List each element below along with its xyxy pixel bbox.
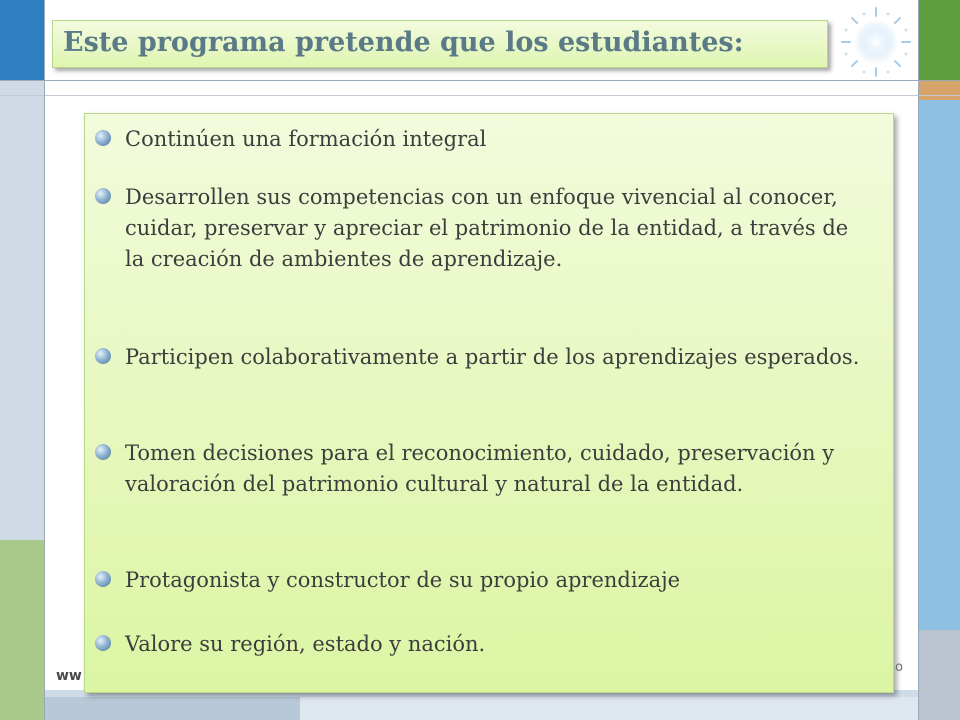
list-item xyxy=(125,342,865,373)
deco-block-right-top xyxy=(918,0,960,80)
deco-block-right-middle xyxy=(918,100,960,630)
divider-left xyxy=(44,0,45,720)
divider-top-secondary xyxy=(0,95,960,96)
list-item xyxy=(125,565,865,596)
bullet-text: Valore su región, estado y nación. xyxy=(125,632,486,656)
bullet-text: Continúen una formación integral xyxy=(125,127,487,151)
bullet-icon xyxy=(95,635,111,651)
bullet-icon xyxy=(95,188,111,204)
bullet-icon xyxy=(95,571,111,587)
bullet-icon xyxy=(95,348,111,364)
divider-right xyxy=(918,0,919,720)
deco-block-right-bottom xyxy=(918,630,960,720)
footer-text-right: o xyxy=(895,660,903,675)
deco-block-left-top xyxy=(0,0,44,80)
bullet-text: Tomen decisiones para el reconocimiento, cuidado, preservación y valoración del patrimonio cultural y natural de la entidad. xyxy=(125,441,835,496)
divider-top xyxy=(0,80,960,81)
footer-text-left: ww xyxy=(56,668,82,684)
deco-block-left-middle xyxy=(0,80,44,540)
deco-block-left-bottom xyxy=(0,540,44,720)
slide-title: Este programa pretende que los estudiantes: xyxy=(63,27,744,58)
list-item xyxy=(125,182,865,275)
bullet-text: Desarrollen sus competencias con un enfoque vivencial al conocer, cuidar, preservar y apreciar el patrimonio de la entidad, a través de la creación de ambientes de aprendizaje. xyxy=(125,185,849,271)
content-box xyxy=(84,113,894,693)
list-item xyxy=(125,438,865,500)
bullet-icon xyxy=(95,444,111,460)
sparkle-icon xyxy=(838,6,914,78)
title-box xyxy=(52,20,828,68)
list-item xyxy=(125,124,865,155)
bullet-icon xyxy=(95,130,111,146)
bullet-text: Protagonista y constructor de su propio aprendizaje xyxy=(125,568,681,592)
bullet-text: Participen colaborativamente a partir de los aprendizajes esperados. xyxy=(125,345,860,369)
list-item xyxy=(125,629,865,660)
deco-bottom-strip-light xyxy=(300,697,918,720)
deco-block-right-accent xyxy=(918,80,960,100)
